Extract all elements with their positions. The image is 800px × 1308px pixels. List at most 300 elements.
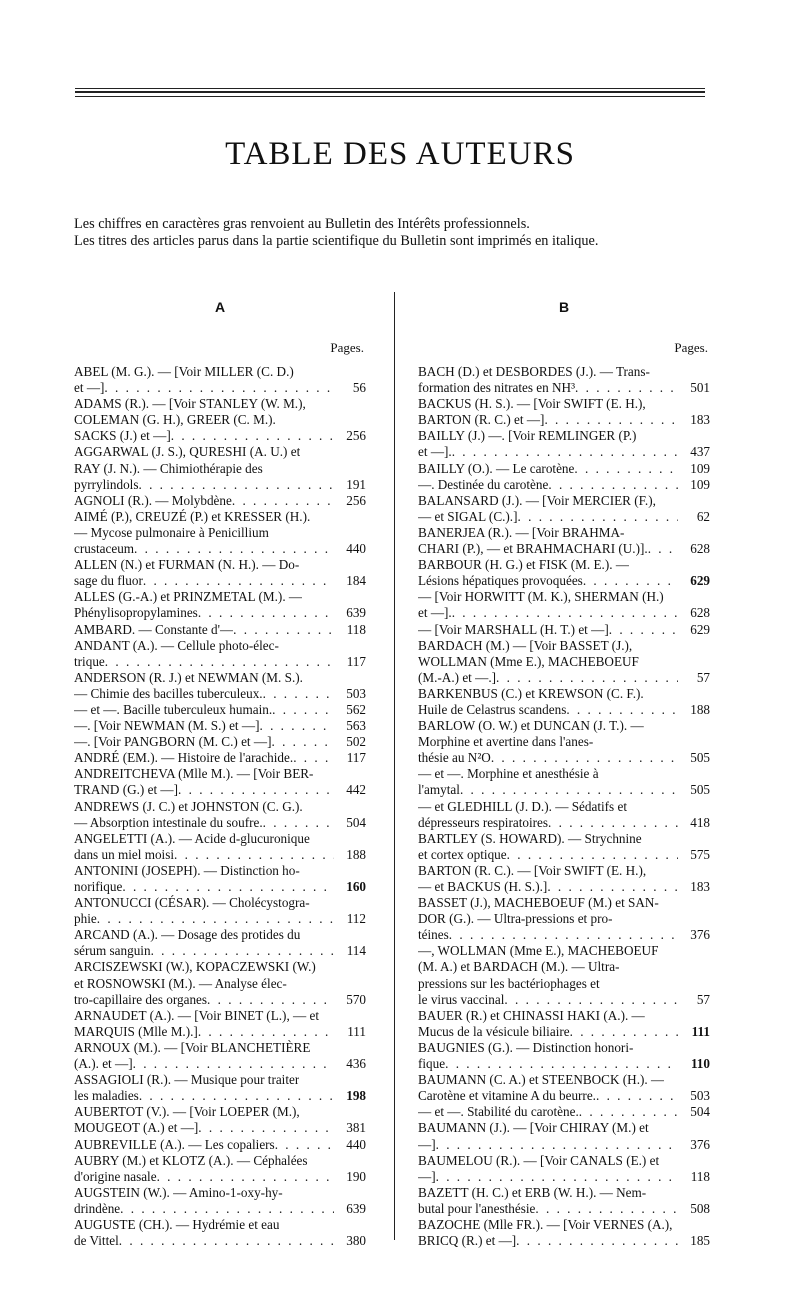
page-number: 57: [696, 991, 710, 1007]
column-divider: [394, 292, 395, 1240]
entry-text: — et —. Bacille tuberculeux humain.: [74, 701, 273, 717]
entry-line: [74, 943, 366, 959]
entry-line: [74, 847, 366, 863]
page-number: 160: [346, 879, 366, 894]
entry-line: [418, 750, 710, 766]
page-number: 185: [690, 1233, 710, 1249]
entry-text: AUGSTEIN (W.). — Amino-1-oxy-hy-: [74, 1184, 283, 1200]
entry-line: [418, 831, 710, 847]
entry-line: [418, 782, 710, 798]
entry-text: BARKENBUS (C.) et KREWSON (C. F.).: [418, 685, 644, 701]
index-entry: [418, 364, 710, 396]
entry-text: — et BACKUS (H. S.).]: [418, 879, 548, 894]
leader-dots: [491, 750, 678, 766]
entry-line: [74, 799, 366, 815]
entry-text: ANDREWS (J. C.) et JOHNSTON (C. G.).: [74, 798, 303, 814]
section-letter: B: [558, 299, 570, 315]
entry-text: BRICQ (R.) et —]: [418, 1233, 517, 1249]
pages-header: Pages.: [674, 340, 708, 355]
leader-dots: [544, 412, 678, 428]
index-entry: [74, 1153, 366, 1185]
leader-dots: [583, 573, 678, 589]
entry-line: [74, 815, 366, 831]
line-fill: [646, 1185, 710, 1201]
entry-line: [418, 622, 710, 638]
index-entry: [418, 1008, 710, 1040]
entry-line: [74, 992, 366, 1008]
index-entry: [74, 1072, 366, 1104]
line-fill: [263, 461, 366, 477]
entry-line: [418, 1153, 710, 1169]
leader-dots: [452, 605, 678, 621]
entry-text: BAILLY (O.). — Le carotène: [418, 460, 575, 476]
page-number: 62: [696, 508, 710, 524]
page-number: 118: [690, 1168, 710, 1184]
leader-dots: [507, 847, 678, 863]
index-entry: [74, 766, 366, 798]
page-number: 109: [690, 460, 710, 476]
entry-line: [74, 557, 366, 573]
leader-dots: [547, 879, 678, 895]
entry-line: [74, 1120, 366, 1136]
leader-dots: [504, 992, 678, 1008]
entry-text: sérum sanguin: [74, 943, 151, 959]
entry-line: [74, 1072, 366, 1088]
entry-line: [74, 380, 366, 396]
index-entry: [74, 1104, 366, 1136]
leader-dots: [518, 509, 679, 525]
entry-text: MOUGEOT (A.) et —]: [74, 1120, 199, 1136]
leader-dots: [570, 1024, 678, 1040]
entry-line: [74, 1104, 366, 1120]
leader-dots: [151, 943, 334, 959]
page-number: 184: [346, 573, 366, 589]
entry-line: [74, 364, 366, 380]
leader-dots: [579, 1104, 678, 1120]
entry-line: [418, 1185, 710, 1201]
index-entry: [74, 638, 366, 670]
entry-text: ABEL (M. G.). — [Voir MILLER (C. D.): [74, 364, 294, 379]
index-entry: [418, 1217, 710, 1249]
entry-text: fique: [418, 1056, 446, 1072]
page-number: 256: [346, 492, 366, 508]
line-fill: [649, 1120, 710, 1136]
entry-text: BACKUS (H. S.). — [Voir SWIFT (E. H.),: [418, 396, 646, 412]
entry-text: AUBERTOT (V.). — [Voir LOEPER (M.),: [74, 1104, 300, 1120]
page-number: 381: [346, 1120, 366, 1136]
leader-dots: [275, 1137, 334, 1153]
index-entry: [74, 396, 366, 444]
page-number: 109: [690, 476, 710, 492]
page-number: 437: [690, 444, 710, 460]
entry-line: [418, 927, 710, 943]
entry-line: [418, 654, 710, 670]
index-entry: [74, 670, 366, 702]
leader-dots: [293, 750, 334, 766]
page-number: 575: [690, 846, 710, 862]
entry-text: Huile de Celastrus scandens: [418, 701, 567, 717]
entry-line: [418, 1088, 710, 1104]
entry-line: [418, 364, 710, 380]
entry-text: norifique: [74, 879, 123, 894]
entry-line: [74, 1056, 366, 1072]
leader-dots: [171, 428, 334, 444]
entry-line: [418, 1024, 710, 1040]
entry-text: ARCAND (A.). — Dosage des protides du: [74, 927, 301, 943]
entry-line: [418, 1201, 710, 1217]
leader-dots: [496, 670, 678, 686]
entry-text: AGNOLI (R.). — Molybdène: [74, 492, 232, 508]
entry-text: BARDACH (M.) — [Voir BASSET (J.),: [418, 637, 633, 653]
page-number: 629: [690, 573, 710, 589]
entry-line: [74, 911, 366, 927]
leader-dots: [178, 782, 334, 798]
entry-line: [74, 766, 366, 782]
entry-text: le virus vaccinal: [418, 991, 505, 1007]
leader-dots: [233, 622, 334, 638]
entry-text: BAUMANN (J.). — [Voir CHIRAY (M.) et: [418, 1120, 649, 1136]
line-fill: [645, 1008, 710, 1024]
leader-dots: [104, 380, 334, 396]
entry-text: —. [Voir PANGBORN (M. C.) et —]: [74, 734, 272, 750]
column-a: [74, 296, 366, 1249]
leader-dots: [198, 1120, 334, 1136]
top-rule-2: [75, 91, 705, 93]
page-number: 380: [346, 1233, 366, 1249]
leader-dots: [198, 1024, 334, 1040]
entry-line: [418, 847, 710, 863]
line-fill: [600, 976, 710, 992]
page-number: 111: [691, 1023, 710, 1039]
leader-dots: [122, 879, 334, 895]
line-fill: [659, 895, 710, 911]
entry-text: COLEMAN (G. H.), GREER (C. M.).: [74, 412, 276, 428]
entry-text: Mucus de la vésicule biliaire: [418, 1023, 570, 1039]
entry-line: [74, 1137, 366, 1153]
index-entry: [418, 943, 710, 1007]
entry-text: pyrrylindols: [74, 476, 139, 492]
line-fill: [658, 943, 710, 959]
page-number: 501: [690, 380, 710, 396]
entry-line: [418, 895, 710, 911]
entry-text: l'amytal: [418, 782, 460, 798]
page-number: 562: [346, 701, 366, 717]
page-number: 117: [346, 653, 366, 669]
entry-text: et cortex optique: [418, 846, 507, 862]
leader-dots: [120, 1201, 334, 1217]
index-entry: [74, 750, 366, 766]
entry-text: DOR (G.). — Ultra-pressions et pro-: [418, 911, 613, 927]
index-entry: [418, 718, 710, 766]
intro-paragraph: [74, 216, 710, 250]
index-entry: [418, 1153, 710, 1185]
entry-line: [418, 1072, 710, 1088]
index-entry: [418, 831, 710, 863]
entry-text: et ROSNOWSKI (M.). — Analyse élec-: [74, 975, 287, 991]
index-entry: [418, 638, 710, 686]
line-fill: [310, 509, 366, 525]
page-number: 376: [690, 1136, 710, 1152]
page-number: 56: [352, 380, 366, 396]
page-number: 563: [346, 718, 366, 734]
entry-line: [74, 477, 366, 493]
leader-dots: [271, 734, 334, 750]
entry-text: BARLOW (O. W.) et DUNCAN (J. T.). —: [418, 718, 644, 734]
page-number: 118: [346, 621, 366, 637]
line-fill: [299, 1072, 366, 1088]
entry-text: SACKS (J.) et —]: [74, 428, 171, 444]
entry-line: [74, 1185, 366, 1201]
entry-line: [74, 1233, 366, 1249]
entry-line: [74, 1040, 366, 1056]
index-entry: [418, 1040, 710, 1072]
entry-line: [74, 638, 366, 654]
leader-dots: [143, 573, 334, 589]
entry-line: [74, 589, 366, 605]
entry-text: pressions sur les bactériophages et: [418, 975, 600, 991]
line-fill: [300, 1104, 366, 1120]
entry-text: BAUMANN (C. A.) et STEENBOCK (H.). —: [418, 1072, 665, 1088]
index-entry: [74, 1040, 366, 1072]
entry-text: — Chimie des bacilles tuberculeux.: [74, 685, 263, 701]
index-entry: [418, 622, 710, 638]
index-entry: [74, 444, 366, 492]
line-fill: [659, 1153, 710, 1169]
leader-dots: [609, 622, 678, 638]
entry-text: dépresseurs respiratoires: [418, 814, 548, 830]
entry-line: [74, 525, 366, 541]
line-fill: [672, 1217, 710, 1233]
entry-line: [418, 605, 710, 621]
entry-line: [74, 959, 366, 975]
page-title: TABLE DES AUTEURS: [225, 136, 575, 172]
entry-line: [418, 1040, 710, 1056]
entry-text: BANERJEA (R.). — [Voir BRAHMA-: [418, 524, 625, 540]
line-fill: [656, 493, 710, 509]
index-entry: [74, 895, 366, 927]
entry-text: les maladies: [74, 1088, 139, 1104]
entry-line: [74, 605, 366, 621]
entry-text: —. Destinée du carotène: [418, 476, 549, 492]
intro-line: Les chiffres en caractères gras renvoient au Bulletin des Intérêts professionnels.: [74, 216, 530, 232]
entry-line: [74, 831, 366, 847]
line-fill: [646, 396, 710, 412]
entry-line: [74, 444, 366, 460]
entry-line: [418, 1137, 710, 1153]
leader-dots: [452, 444, 678, 460]
entry-line: [418, 1056, 710, 1072]
entry-text: ANGELETTI (A.). — Acide d-glucuronique: [74, 830, 310, 846]
index-entry: [418, 428, 710, 460]
entry-line: [74, 654, 366, 670]
entry-text: BAZOCHE (Mlle FR.). — [Voir VERNES (A.),: [418, 1216, 673, 1232]
line-fill: [300, 927, 366, 943]
entry-text: CHARI (P.), — et BRAHMACHARI (U.)].: [418, 541, 648, 557]
entry-line: [418, 428, 710, 444]
entry-text: ANTONINI (JOSEPH). — Distinction ho-: [74, 862, 300, 878]
entry-text: BAUGNIES (G.). — Distinction honori-: [418, 1039, 634, 1055]
entry-text: formation des nitrates en NH³: [418, 380, 576, 396]
index-entry: [74, 1185, 366, 1217]
entry-text: AGGARWAL (J. S.), QURESHI (A. U.) et: [74, 444, 301, 460]
entry-line: [74, 573, 366, 589]
index-entry: [74, 1217, 366, 1249]
index-entry: [74, 589, 366, 621]
leader-dots: [263, 815, 334, 831]
line-fill: [642, 831, 710, 847]
entry-line: [418, 525, 710, 541]
entry-text: de Vittel: [74, 1233, 119, 1249]
entry-text: dans un miel moisi: [74, 846, 175, 862]
index-entry: [74, 718, 366, 734]
page-number: 628: [690, 541, 710, 557]
entry-line: [74, 1201, 366, 1217]
line-fill: [664, 589, 710, 605]
entry-line: [74, 396, 366, 412]
entry-text: — Mycose pulmonaire à Penicillium: [74, 524, 269, 540]
section-letter: A: [214, 299, 226, 315]
entry-text: BARTON (R. C.). — [Voir SWIFT (E. H.),: [418, 862, 647, 878]
page-number: 502: [346, 734, 366, 750]
line-fill: [627, 799, 710, 815]
page-number: 183: [690, 879, 710, 894]
page-number: 503: [346, 685, 366, 701]
entry-line: [418, 815, 710, 831]
leader-dots: [436, 1137, 678, 1153]
entry-text: et —].: [418, 444, 452, 460]
entry-text: MARQUIS (Mlle M.).]: [74, 1023, 198, 1039]
page-number: 376: [690, 927, 710, 943]
leader-dots: [232, 493, 334, 509]
entry-text: butal pour l'anesthésie: [418, 1200, 536, 1216]
line-fill: [624, 525, 710, 541]
index-entry: [418, 1185, 710, 1217]
page-number: 505: [690, 750, 710, 766]
index-entry: [418, 766, 710, 798]
leader-dots: [119, 1233, 334, 1249]
page-number: 628: [690, 605, 710, 621]
leader-dots: [272, 702, 334, 718]
entry-line: [418, 589, 710, 605]
leader-dots: [138, 477, 334, 493]
entry-text: AUBRY (M.) et KLOTZ (A.). — Céphalées: [74, 1152, 308, 1168]
entry-text: BARTLEY (S. HOWARD). — Strychnine: [418, 830, 642, 846]
line-fill: [316, 959, 366, 975]
index-entry: [418, 1072, 710, 1104]
index-entry: [418, 525, 710, 557]
page-number: 639: [346, 1200, 366, 1216]
leader-dots: [133, 1056, 334, 1072]
leader-dots: [575, 380, 678, 396]
entry-text: ANDRÉ (EM.). — Histoire de l'arachide.: [74, 750, 294, 766]
page-number: 190: [346, 1168, 366, 1184]
line-fill: [287, 976, 366, 992]
entry-text: tro-capillaire des organes: [74, 991, 208, 1007]
index-entry: [418, 1120, 710, 1152]
index-entry: [418, 1104, 710, 1120]
pages-header: Pages.: [330, 340, 364, 355]
index-entry: [74, 702, 366, 718]
entry-line: [418, 686, 710, 702]
leader-dots: [263, 686, 334, 702]
entry-line: [418, 734, 710, 750]
index-entry: [418, 895, 710, 943]
entry-text: ASSAGIOLI (R.). — Musique pour traiter: [74, 1072, 300, 1088]
leader-dots: [648, 541, 678, 557]
entry-line: [74, 863, 366, 879]
leader-dots: [574, 461, 678, 477]
index-entry: [418, 589, 710, 621]
entry-line: [418, 1008, 710, 1024]
page-number: 629: [690, 621, 710, 637]
page-number: 256: [346, 428, 366, 444]
page-number: 436: [346, 1056, 366, 1072]
entry-text: BASSET (J.), MACHEBOEUF (M.) et SAN-: [418, 895, 659, 911]
entry-text: AUGUSTE (CH.). — Hydrémie et eau: [74, 1216, 280, 1232]
leader-dots: [105, 654, 334, 670]
entry-list: [418, 364, 710, 1249]
entry-text: ALLEN (N.) et FURMAN (N. H.). — Do-: [74, 557, 300, 573]
entry-text: BAILLY (J.) —. [Voir REMLINGER (P.): [418, 428, 637, 444]
index-entry: [74, 1008, 366, 1040]
entry-text: ANDANT (A.). — Cellule photo-élec-: [74, 637, 279, 653]
entry-line: [418, 943, 710, 959]
entry-line: [418, 799, 710, 815]
entry-text: — et —. Morphine et anesthésie à: [418, 766, 599, 782]
entry-text: —. [Voir NEWMAN (M. S.) et —]: [74, 718, 260, 734]
entry-line: [418, 702, 710, 718]
entry-line: [74, 782, 366, 798]
page-number: 505: [690, 782, 710, 798]
index-entry: [74, 799, 366, 831]
leader-dots: [516, 1233, 678, 1249]
line-fill: [619, 959, 710, 975]
index-entry: [418, 477, 710, 493]
entry-text: drindène: [74, 1200, 121, 1216]
leader-dots: [436, 1169, 678, 1185]
line-fill: [300, 444, 366, 460]
entry-text: AMBARD. — Constante d'—: [74, 621, 234, 637]
entry-text: et —]: [74, 380, 105, 396]
page-number: 110: [690, 1056, 710, 1072]
line-fill: [599, 766, 710, 782]
index-entry: [74, 493, 366, 509]
entry-line: [74, 686, 366, 702]
page-number: 57: [696, 669, 710, 685]
entry-line: [74, 1217, 366, 1233]
entry-line: [418, 557, 710, 573]
entry-line: [418, 412, 710, 428]
entry-line: [74, 750, 366, 766]
line-fill: [644, 686, 710, 702]
line-fill: [283, 1185, 366, 1201]
entry-text: BALANSARD (J.). — [Voir MERCIER (F.),: [418, 492, 656, 508]
entry-text: (A.). et —]: [74, 1056, 133, 1072]
page-number: 111: [347, 1023, 366, 1039]
line-fill: [279, 638, 366, 654]
entry-line: [418, 1104, 710, 1120]
entry-text: AIMÉ (P.), CREUZÉ (P.) et KRESSER (H.).: [74, 508, 311, 524]
entry-line: [74, 541, 366, 557]
leader-dots: [259, 718, 334, 734]
page-number: 570: [346, 991, 366, 1007]
entry-line: [74, 702, 366, 718]
entry-line: [418, 1217, 710, 1233]
line-fill: [306, 396, 366, 412]
line-fill: [632, 638, 710, 654]
line-fill: [300, 863, 366, 879]
line-fill: [664, 1072, 710, 1088]
